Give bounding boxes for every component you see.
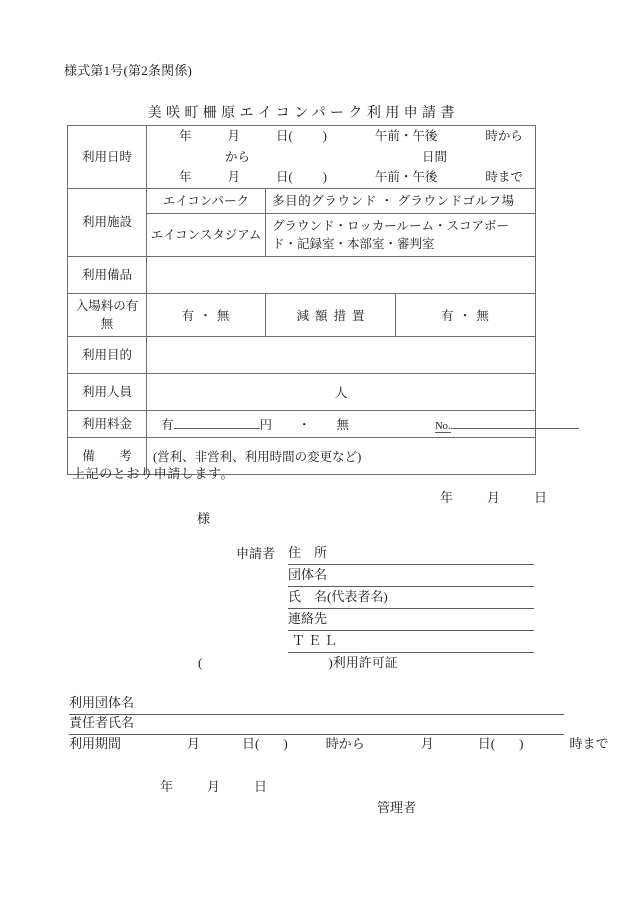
equipment-value[interactable] (147, 256, 536, 293)
table-row-equipment (68, 256, 536, 293)
permit-period-label: 利用期間 (69, 736, 122, 751)
month-label-1: 月 (227, 129, 241, 143)
app-date-day: 日 (534, 490, 548, 505)
year-label-2: 年 (179, 170, 192, 184)
app-date-year: 年 (440, 490, 454, 505)
datetime-line-3 (147, 167, 535, 188)
document-title: 美咲町柵原エイコンパーク利用申請書 (147, 106, 459, 121)
permit-paren-close: ) (328, 655, 333, 670)
table-row-datetime (68, 126, 536, 189)
year-label-1: 年 (179, 129, 192, 143)
application-table (67, 125, 536, 475)
row-label-fee: 利用料金 (68, 411, 147, 438)
row-label-purpose: 利用目的 (68, 337, 147, 374)
fee-cell (147, 411, 536, 438)
table-row-facility-1 (68, 188, 536, 213)
fee-line (147, 411, 535, 437)
days-count-label: 日間 (422, 149, 448, 164)
period-month-1: 月 (187, 736, 201, 751)
permit-no-blank[interactable] (451, 415, 579, 429)
permit-certificate-line (198, 652, 398, 671)
app-date-month: 月 (487, 490, 501, 505)
ampm-label-1: 午前・午後 (374, 129, 438, 143)
datetime-cell (147, 126, 536, 189)
month-label-2: 月 (227, 170, 241, 184)
applicant-group-field[interactable]: 団体名 (288, 565, 534, 587)
period-day-2: 日( (477, 736, 496, 751)
applicant-contact-field[interactable]: 連絡先 (288, 609, 534, 631)
applicant-label: 申請者 (236, 546, 276, 561)
day-close-2: ) (322, 170, 327, 184)
permit-manager-name-field[interactable]: 責任者氏名 (69, 713, 564, 735)
facility-name-1[interactable]: エイコンパーク (147, 188, 266, 213)
application-date-line (440, 487, 547, 506)
time-until-label: 時まで (485, 170, 523, 184)
facility-detail-1[interactable]: 多目的グラウンド ・ グラウンドゴルフ場 (266, 188, 536, 213)
fee-amount-blank[interactable] (174, 415, 260, 429)
day-label-2: 日( (276, 170, 293, 184)
time-from-label: 時から (485, 129, 523, 143)
reduction-label: 減額措置 (266, 293, 396, 336)
period-day-1-close: ) (283, 736, 288, 751)
permit-date-month: 月 (207, 779, 221, 794)
period-day-1: 日( (242, 736, 260, 751)
table-row-admission (68, 293, 536, 336)
fee-no-label[interactable]: 無 (336, 418, 350, 433)
datetime-line-2 (147, 147, 535, 168)
table-row-fee (68, 411, 536, 438)
applicant-name-field[interactable]: 氏 名(代表者名) (288, 587, 534, 609)
table-row-people (68, 374, 536, 411)
people-unit[interactable]: 人 (147, 374, 536, 411)
from-label: から (225, 149, 251, 164)
permit-period-line (69, 733, 608, 752)
row-label-datetime: 利用日時 (68, 126, 147, 189)
administrator-label: 管理者 (377, 800, 417, 815)
admission-choice[interactable]: 有 ・ 無 (147, 293, 266, 336)
period-time-from: 時から (325, 736, 365, 751)
fee-yen-label: 円 (259, 418, 273, 433)
form-number: 様式第1号(第2条関係) (64, 63, 193, 78)
row-label-equipment: 利用備品 (68, 256, 147, 293)
permit-certificate-text: 利用許可証 (332, 655, 398, 670)
permit-date-line (160, 776, 267, 795)
purpose-value[interactable] (147, 337, 536, 374)
application-statement: 上記のとおり申請します。 (72, 466, 235, 481)
facility-detail-2[interactable]: グラウンド・ロッカールーム・スコアボード・記録室・本部室・審判室 (266, 213, 536, 256)
period-time-until: 時まで (569, 736, 609, 751)
period-day-2-close: ) (519, 736, 524, 751)
facility-name-2[interactable]: エイコンスタジアム (147, 213, 266, 256)
reduction-choice[interactable]: 有 ・ 無 (396, 293, 536, 336)
row-label-people: 利用人員 (68, 374, 147, 411)
applicant-fields (288, 543, 534, 653)
permit-group-name-field[interactable]: 利用団体名 (69, 693, 564, 715)
day-label-1: 日( (276, 129, 293, 143)
permit-date-year: 年 (160, 779, 174, 794)
permit-no-label: No. (435, 421, 451, 433)
datetime-line-1 (147, 126, 535, 147)
period-month-2: 月 (420, 736, 434, 751)
fee-yes-label[interactable]: 有 (161, 418, 174, 433)
row-label-admission: 入場料の有無 (68, 293, 147, 336)
row-label-facility: 利用施設 (68, 188, 147, 256)
applicant-address-field[interactable]: 住 所 (288, 543, 534, 565)
table-row-purpose (68, 337, 536, 374)
remarks-value[interactable]: (営利、非営利、利用時間の変更など) (147, 438, 536, 475)
addressee-honorific: 様 (197, 511, 211, 526)
day-close-1: ) (322, 129, 327, 143)
ampm-label-2: 午前・午後 (374, 170, 438, 184)
permit-date-day: 日 (254, 779, 268, 794)
row-label-remarks: 備 考 (68, 438, 147, 475)
applicant-tel-field[interactable]: ＴＥＬ (288, 631, 534, 653)
permit-paren-open: ( (198, 655, 203, 670)
fee-separator: ・ (298, 418, 311, 433)
